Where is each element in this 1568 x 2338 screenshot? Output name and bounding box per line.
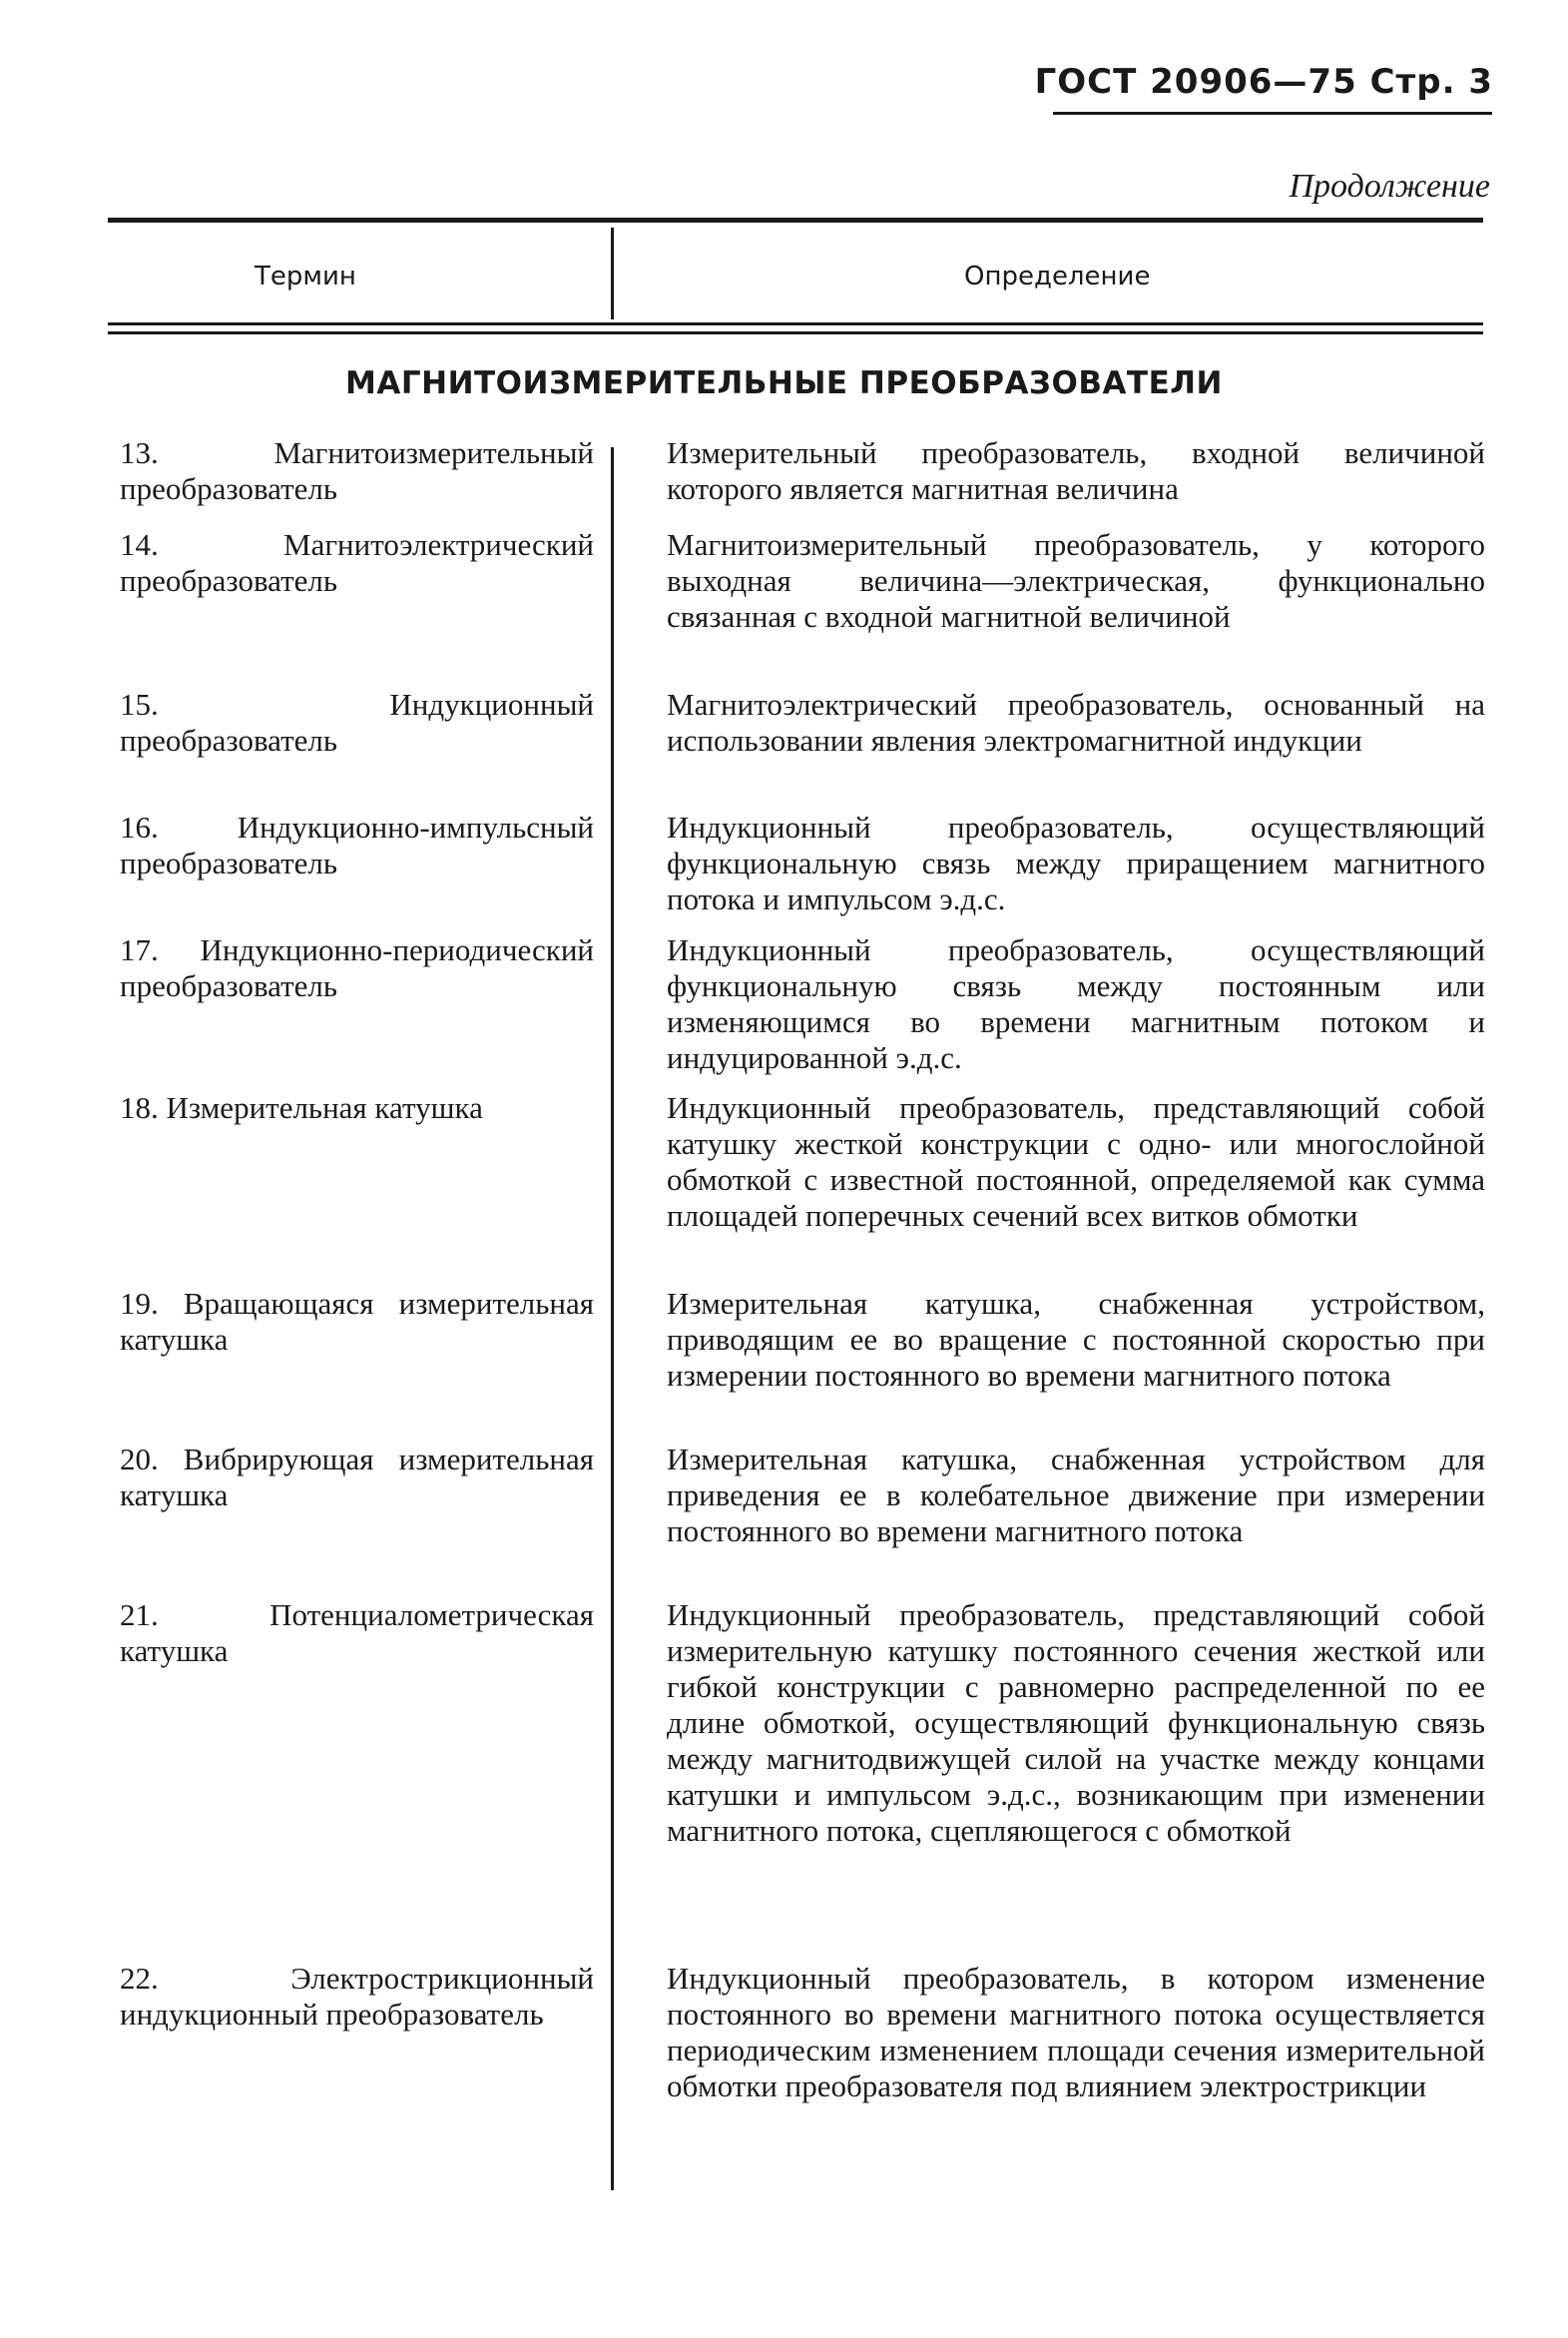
table-top-rule [108,218,1483,223]
definition-16: Индукционный преобразователь, осуществляющий функциональную связь между приращением магнитного потока и импульсом э.д.с. [667,810,1485,916]
column-header-term: Термин [255,262,356,292]
term-20: 20. Вибрирующая измерительная катушка [120,1442,594,1512]
header-rule-upper [108,322,1483,325]
definition-17: Индукционный преобразователь, осуществляющий функциональную связь между постоянным или изменяющимся во времени магнитным потоком и индуцированной э.д.с. [667,932,1485,1075]
definition-22: Индукционный преобразователь, в котором изменение постоянного во времени магнитного потока осуществляется периодическим изменением площади сечения измерительной обмотки преобразователя под влиянием электрострикции [667,1961,1485,2103]
definition-21: Индукционный преобразователь, представляющий собой измерительную катушку постоянного сечения жесткой или гибкой конструкции с равномерно распределенной по ее длине обмоткой, осуществляющий функциональную связь между магнитодвижущей силой на участке между концами катушки и импульсом э.д.с., возникающим при изменении магнитного потока, сцепляющегося с обмоткой [667,1597,1485,1848]
term-21: 21. Потенциалометрическая катушка [120,1597,594,1668]
term-17: 17. Индукционно-периодический преобразователь [120,932,594,1003]
column-header-definition: Определение [964,262,1151,292]
section-title: МАГНИТОИЗМЕРИТЕЛЬНЫЕ ПРЕОБРАЗОВАТЕЛИ [345,365,1223,401]
column-divider-body [611,447,614,2190]
term-14: 14. Магнитоэлектрический преобразователь [120,527,594,598]
header-rule-lower [108,331,1483,334]
page-header: ГОСТ 20906—75 Стр. 3 [1034,62,1493,102]
term-15: 15. Индукционный преобразователь [120,687,594,758]
header-underline [1053,112,1492,115]
continuation-label: Продолжение [1289,168,1490,205]
definition-13: Измерительный преобразователь, входной величиной которого является магнитная величина [667,435,1485,506]
definition-15: Магнитоэлектрический преобразователь, основанный на использовании явления электромагнитной индукции [667,687,1485,758]
definition-19: Измерительная катушка, снабженная устройством, приводящим ее во вращение с постоянной скоростью при измерении постоянного во времени магнитного потока [667,1286,1485,1393]
term-16: 16. Индукционно-импульсный преобразователь [120,810,594,880]
column-divider-header [611,228,614,319]
definition-14: Магнитоизмерительный преобразователь, у которого выходная величина—электрическая, функционально связанная с входной магнитной величиной [667,527,1485,634]
term-13: 13. Магнитоизмерительный преобразователь [120,435,594,506]
definition-18: Индукционный преобразователь, представляющий собой катушку жесткой конструкции с одно- или многослойной обмоткой с известной постоянной, определяемой как сумма площадей поперечных сечений всех витков обмотки [667,1090,1485,1233]
term-19: 19. Вращающаяся измерительная катушка [120,1286,594,1357]
definition-20: Измерительная катушка, снабженная устройством для приведения ее в колебательное движение при измерении постоянного во времени магнитного потока [667,1442,1485,1548]
term-18: 18. Измерительная катушка [120,1090,483,1125]
term-22: 22. Электрострикционный индукционный преобразователь [120,1961,594,2032]
